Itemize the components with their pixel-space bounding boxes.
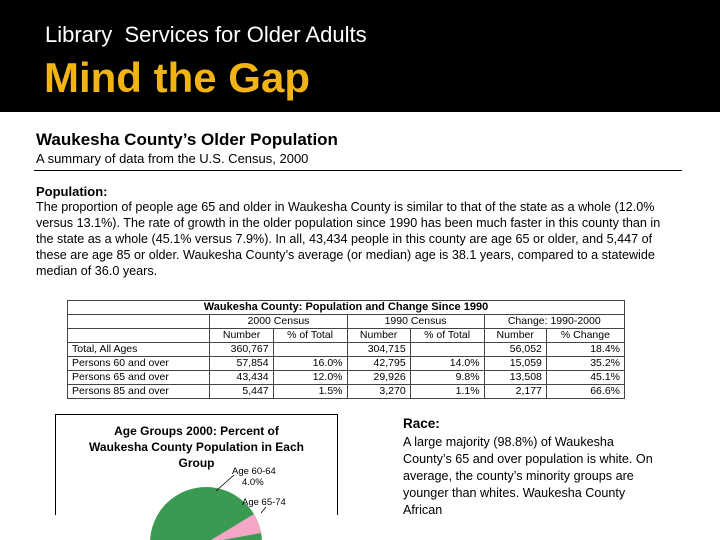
table-cell: 45.1% xyxy=(546,371,624,385)
table-cell: 5,447 xyxy=(210,385,273,399)
table-column-header: Number xyxy=(210,329,273,343)
race-heading: Race: xyxy=(403,416,440,431)
table-cell: 13,508 xyxy=(484,371,546,385)
table-caption: Waukesha County: Population and Change Since 1990 xyxy=(68,301,625,315)
table-cell: 42,795 xyxy=(347,357,410,371)
table-row xyxy=(68,371,625,385)
table-cell: 360,767 xyxy=(210,343,273,357)
table-cell: 56,052 xyxy=(484,343,546,357)
table-cell: 15,059 xyxy=(484,357,546,371)
pie-label-name: Age 65-74 xyxy=(242,497,286,508)
table-column-header: % of Total xyxy=(410,329,484,343)
table-cell: 66.6% xyxy=(546,385,624,399)
table-cell: 29,926 xyxy=(347,371,410,385)
row-label: Persons 85 and over xyxy=(68,385,210,399)
population-paragraph: The proportion of people age 65 and older in Waukesha County is similar to that of the state as a whole (12.0% versus 13.1%). The rate of growth in the older population since 1990 has been much faster in this county than in the state as a whole (45.1% versus 7.9%). In all, 43,434 people in this county are age 65 or older, and 5,447 of these are age 85 or older. Waukesha County’s average (or median) age is 38.1 years, compared to a statewide median of 36.0 years. xyxy=(36,200,661,278)
population-table xyxy=(67,300,625,399)
race-paragraph: A large majority (98.8%) of Waukesha County’s 65 and over population is white. On average, the county’s minority groups are younger than whites. Waukesha County African xyxy=(403,435,653,517)
table-cell: 9.8% xyxy=(410,371,484,385)
table-cell: 43,434 xyxy=(210,371,273,385)
table-cell: 1.5% xyxy=(273,385,347,399)
document-title: Waukesha County’s Older Population xyxy=(36,130,338,149)
chart-title-line: Waukesha County Population in Each xyxy=(89,440,304,454)
table-cell: 14.0% xyxy=(410,357,484,371)
table-cell: 35.2% xyxy=(546,357,624,371)
table-cell: 16.0% xyxy=(273,357,347,371)
table-row xyxy=(68,343,625,357)
table-group-header: Change: 1990-2000 xyxy=(484,315,624,329)
table-cell: 57,854 xyxy=(210,357,273,371)
table-cell: 304,715 xyxy=(347,343,410,357)
table-group-header: 2000 Census xyxy=(210,315,347,329)
document-subtitle: A summary of data from the U.S. Census, 2000 xyxy=(36,151,309,166)
document-image xyxy=(27,114,697,517)
slide-subtitle: Library Services for Older Adults xyxy=(45,22,367,47)
age-groups-chart xyxy=(55,414,338,515)
table-cell: 2,177 xyxy=(484,385,546,399)
population-heading: Population: xyxy=(36,184,108,199)
row-label: Persons 65 and over xyxy=(68,371,210,385)
table-row xyxy=(68,385,625,399)
table-column-header: Number xyxy=(347,329,410,343)
table-row xyxy=(68,357,625,371)
table-column-header: Number xyxy=(484,329,546,343)
table-cell: 12.0% xyxy=(273,371,347,385)
chart-title-line: Group xyxy=(178,456,215,470)
table-cell xyxy=(273,343,347,357)
pie-label-value: 4.0% xyxy=(242,477,264,488)
chart-title xyxy=(56,423,337,471)
table-cell: 18.4% xyxy=(546,343,624,357)
row-label: Total, All Ages xyxy=(68,343,210,357)
pie-label-name: Age 60-64 xyxy=(232,466,276,477)
table-group-header: 1990 Census xyxy=(347,315,484,329)
table-corner-cell xyxy=(68,315,210,329)
table-column-header: % Change xyxy=(546,329,624,343)
slide-title: Mind the Gap xyxy=(44,54,310,101)
table-corner-cell xyxy=(68,329,210,343)
pie-label xyxy=(232,466,276,488)
slide-header xyxy=(0,0,720,112)
table-column-header: % of Total xyxy=(273,329,347,343)
chart-title-line: Age Groups 2000: Percent of xyxy=(114,424,279,438)
table-cell xyxy=(410,343,484,357)
divider xyxy=(34,170,682,171)
table-cell: 3,270 xyxy=(347,385,410,399)
row-label: Persons 60 and over xyxy=(68,357,210,371)
table-cell: 1.1% xyxy=(410,385,484,399)
pie-label xyxy=(242,497,286,508)
